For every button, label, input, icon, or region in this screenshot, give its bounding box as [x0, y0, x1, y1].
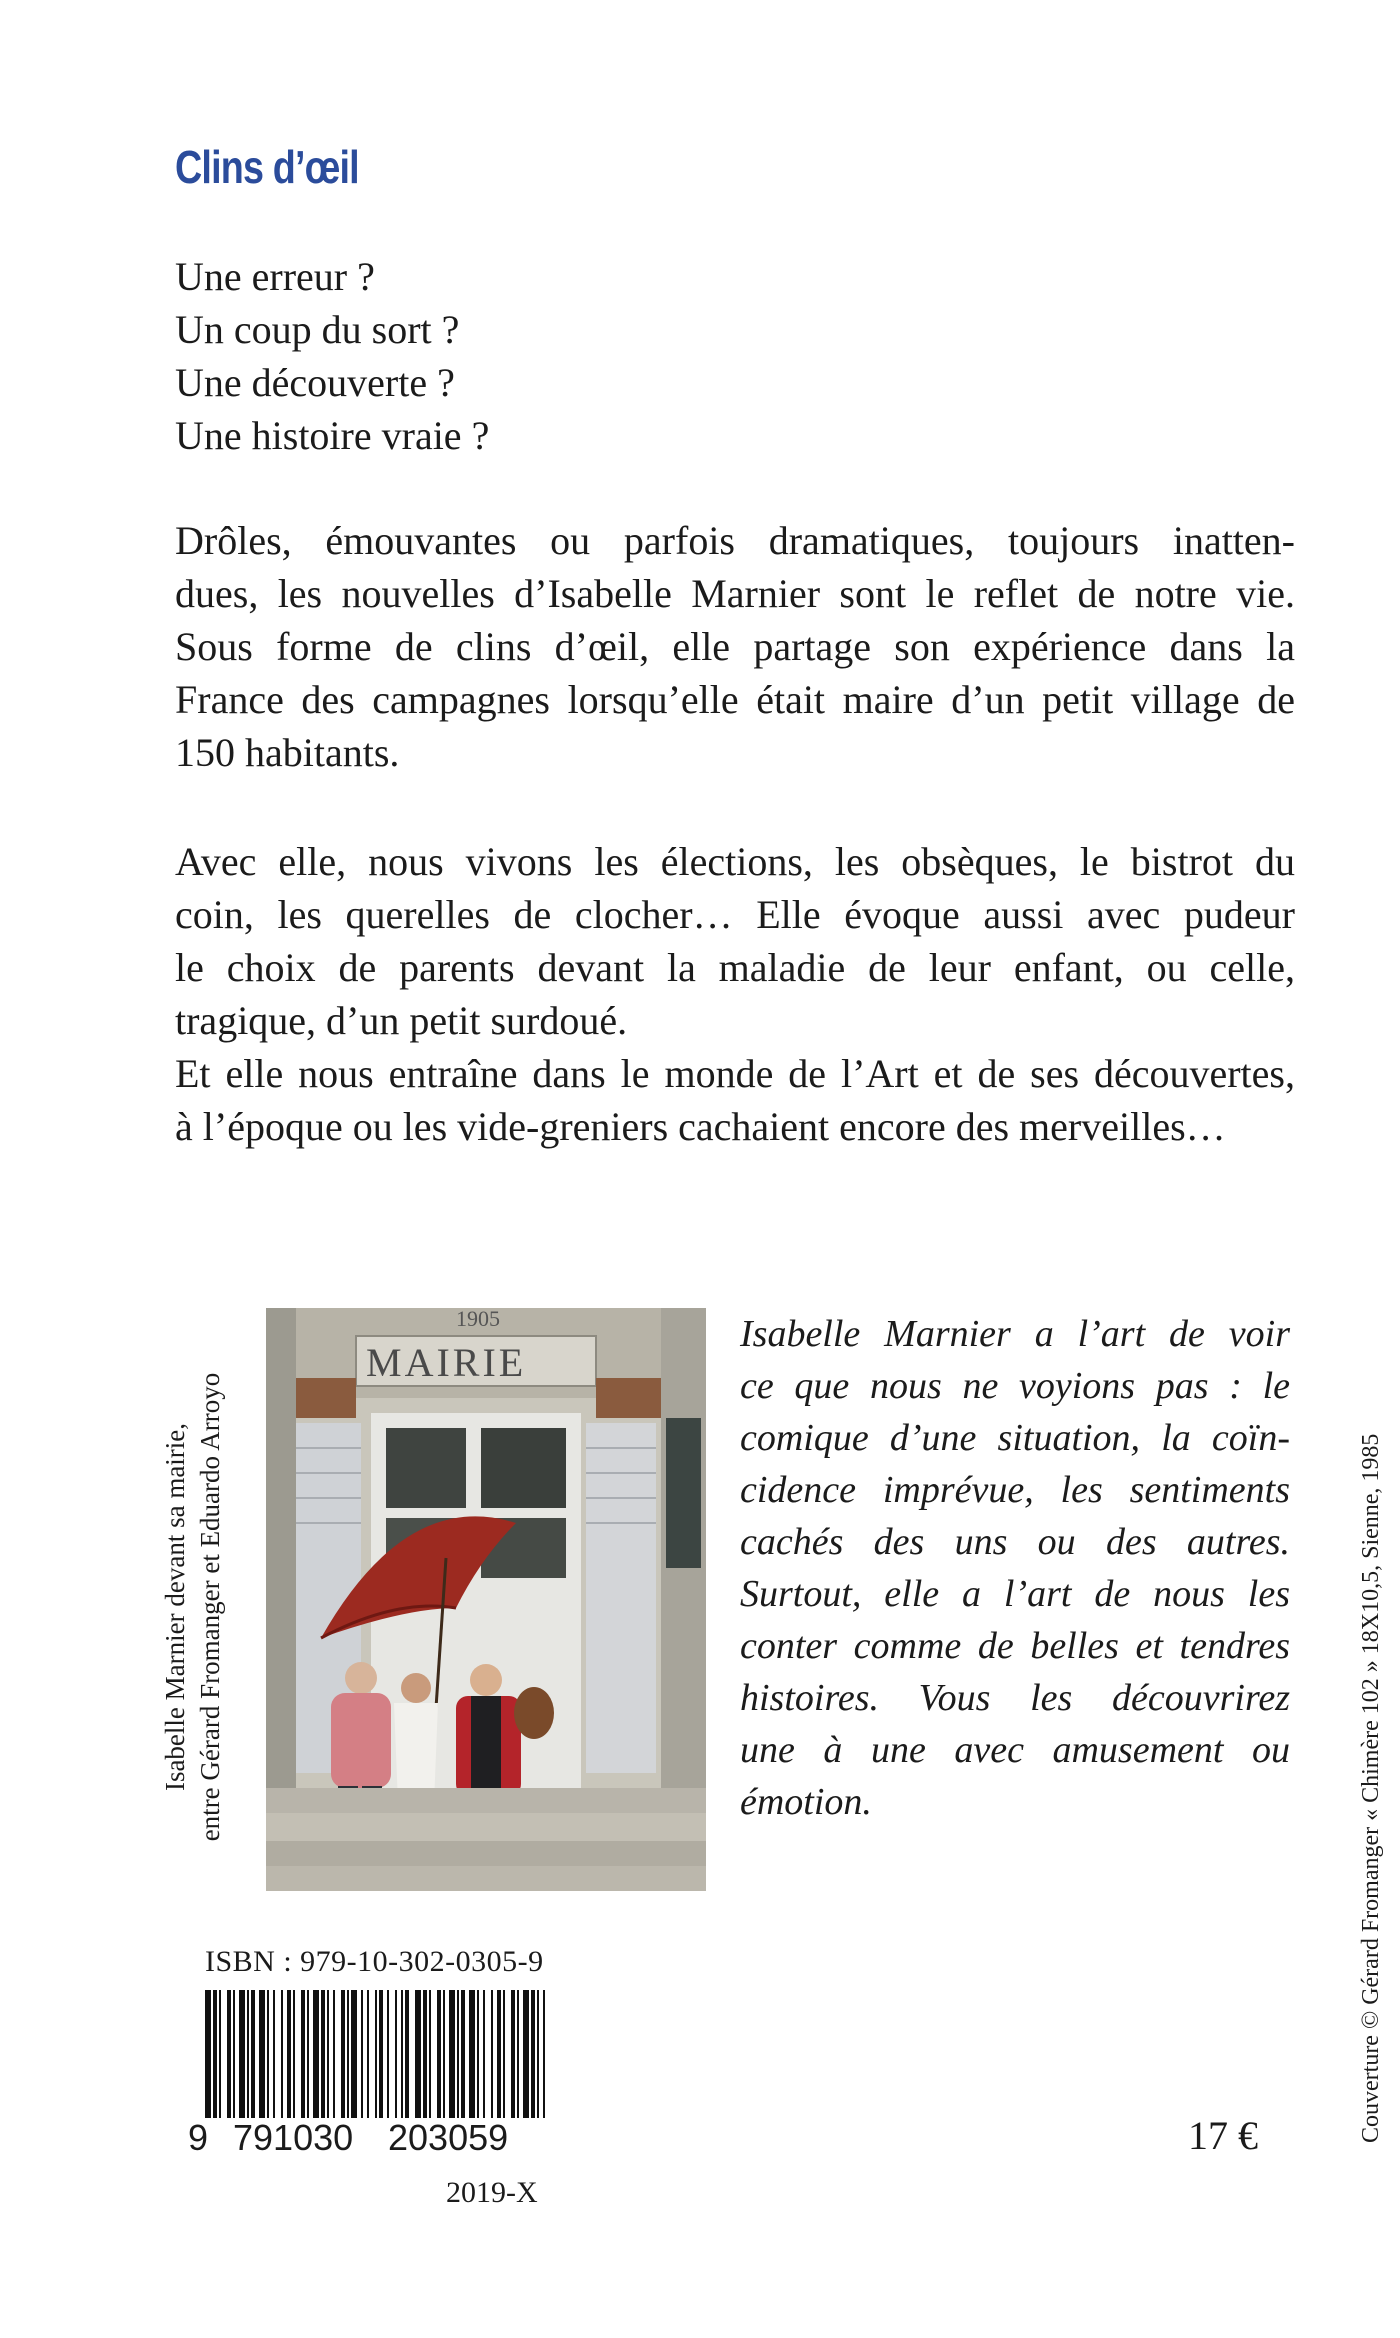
caption-line: Isabelle Marnier devant sa mairie,: [160, 1422, 190, 1792]
barcode-bar: [497, 1990, 501, 2118]
barcode-bar: [205, 1990, 211, 2118]
text-line: tragique, d’un petit surdoué.: [175, 998, 628, 1043]
barcode-bar: [469, 1990, 475, 2118]
barcode-bar: [401, 1990, 403, 2118]
isbn-number: ISBN : 979-10-302-0305-9: [205, 1945, 544, 1978]
text-line: à l’époque ou les vide-greniers cachaient encore des merveilles…: [175, 1104, 1226, 1149]
text-line: Avec elle, nous vivons les élections, les obsèques, le bistrot du: [175, 839, 1295, 884]
barcode-digit-group: 791030: [233, 2117, 354, 2158]
barcode-bar: [327, 1990, 329, 2118]
barcode-bar: [287, 1990, 291, 2118]
barcode-bar: [531, 1990, 535, 2118]
blurb-paragraph-1: [175, 514, 1295, 779]
barcode-bar: [341, 1990, 345, 2118]
town-hall-photo: [266, 1308, 706, 1891]
text-line: le choix de parents devant la maladie de leur enfant, ou celle,: [175, 945, 1295, 990]
edition-code: 2019-X: [446, 2176, 538, 2209]
question-line: Une histoire vraie ?: [175, 413, 490, 458]
bio-line: conter comme de belles et tendres: [740, 1625, 1290, 1667]
bio-line: Surtout, elle a l’art de nous les: [740, 1573, 1290, 1615]
barcode-bar: [491, 1990, 493, 2118]
barcode-bar: [457, 1990, 459, 2118]
barcode-bar: [367, 1990, 369, 2118]
text-line: Drôles, émouvantes ou parfois dramatiques, toujours inatten-: [175, 518, 1295, 563]
barcode-bar: [313, 1990, 319, 2118]
barcode-bar: [415, 1990, 421, 2118]
bio-line: comique d’une situation, la coïn-: [740, 1417, 1290, 1459]
barcode-bar: [227, 1990, 231, 2118]
question-list: [175, 250, 1295, 462]
caption-line: entre Gérard Fromanger et Eduardo Arroyo: [195, 1372, 225, 1842]
barcode-bar: [379, 1990, 383, 2118]
text-line: Sous forme de clins d’œil, elle partage son expérience dans la: [175, 624, 1295, 669]
bio-line: cachés des uns ou des autres.: [740, 1521, 1290, 1563]
text-line: 150 habitants.: [175, 730, 400, 775]
barcode-bar: [351, 1990, 357, 2118]
bio-line: émotion.: [740, 1781, 872, 1823]
bio-line: ce que nous ne voyions pas : le: [740, 1365, 1290, 1407]
barcode-bar: [443, 1990, 445, 2118]
bio-line: Isabelle Marnier a l’art de voir: [740, 1313, 1290, 1355]
barcode-bar: [233, 1990, 235, 2118]
bio-line: cidence imprévue, les sentiments: [740, 1469, 1290, 1511]
barcode-bar: [477, 1990, 479, 2118]
barcode-bar: [281, 1990, 283, 2118]
barcode-bar: [333, 1990, 335, 2118]
barcode-bar: [251, 1990, 255, 2118]
text-line: coin, les querelles de clocher… Elle évoque aussi avec pudeur: [175, 892, 1295, 937]
barcode-bar: [273, 1990, 275, 2118]
question-line: Une découverte ?: [175, 360, 455, 405]
barcode: [205, 1990, 545, 2118]
barcode-bar: [523, 1990, 529, 2118]
barcode-bar: [213, 1990, 217, 2118]
barcode-digit-group: 9: [188, 2117, 209, 2158]
barcode-bar: [503, 1990, 505, 2118]
barcode-digit-group: 203059: [388, 2117, 509, 2158]
barcode-bar: [405, 1990, 409, 2118]
barcode-bar: [247, 1990, 249, 2118]
photo-caption: [158, 1317, 228, 1897]
barcode-bar: [543, 1990, 545, 2118]
text-line: dues, les nouvelles d’Isabelle Marnier sont le reflet de notre vie.: [175, 571, 1295, 616]
mairie-sign-text: MAIRIE: [366, 1340, 527, 1385]
barcode-bar: [437, 1990, 441, 2118]
price: 17 €: [1188, 2113, 1258, 2158]
barcode-bar: [449, 1990, 455, 2118]
text-line: France des campagnes lorsqu’elle était maire d’un petit village de: [175, 677, 1295, 722]
blurb-paragraph-2: [175, 835, 1295, 1153]
bio-line: histoires. Vous les découvrirez: [740, 1677, 1290, 1719]
cover-credit: Couverture © Gérard Fromanger « Chimère 102 » 18X10,5, Sienne, 1985: [1358, 1433, 1384, 2143]
barcode-bar: [267, 1990, 269, 2118]
book-title: Clins d’œil: [175, 141, 359, 193]
barcode-bar: [321, 1990, 325, 2118]
barcode-bar: [347, 1990, 349, 2118]
barcode-bar: [361, 1990, 363, 2118]
year-text: 1905: [456, 1308, 500, 1331]
barcode-bar: [483, 1990, 485, 2118]
barcode-bar: [219, 1990, 221, 2118]
barcode-bar: [301, 1990, 305, 2118]
text-line: Et elle nous entraîne dans le monde de l’Art et de ses découvertes,: [175, 1051, 1295, 1096]
barcode-bar: [307, 1990, 309, 2118]
barcode-bar: [259, 1990, 265, 2118]
barcode-bar: [537, 1990, 539, 2118]
barcode-bar: [511, 1990, 515, 2118]
barcode-bar: [375, 1990, 377, 2118]
barcode-bar: [461, 1990, 465, 2118]
author-bio: [740, 1308, 1290, 1828]
question-line: Une erreur ?: [175, 254, 375, 299]
barcode-bar: [517, 1990, 519, 2118]
bio-line: une à une avec amusement ou: [740, 1729, 1290, 1771]
barcode-bar: [423, 1990, 427, 2118]
barcode-bar: [429, 1990, 431, 2118]
barcode-bar: [387, 1990, 389, 2118]
barcode-bar: [293, 1990, 295, 2118]
question-line: Un coup du sort ?: [175, 307, 460, 352]
barcode-bar: [239, 1990, 245, 2118]
photo-illustration: [266, 1308, 706, 1891]
barcode-bar: [395, 1990, 397, 2118]
